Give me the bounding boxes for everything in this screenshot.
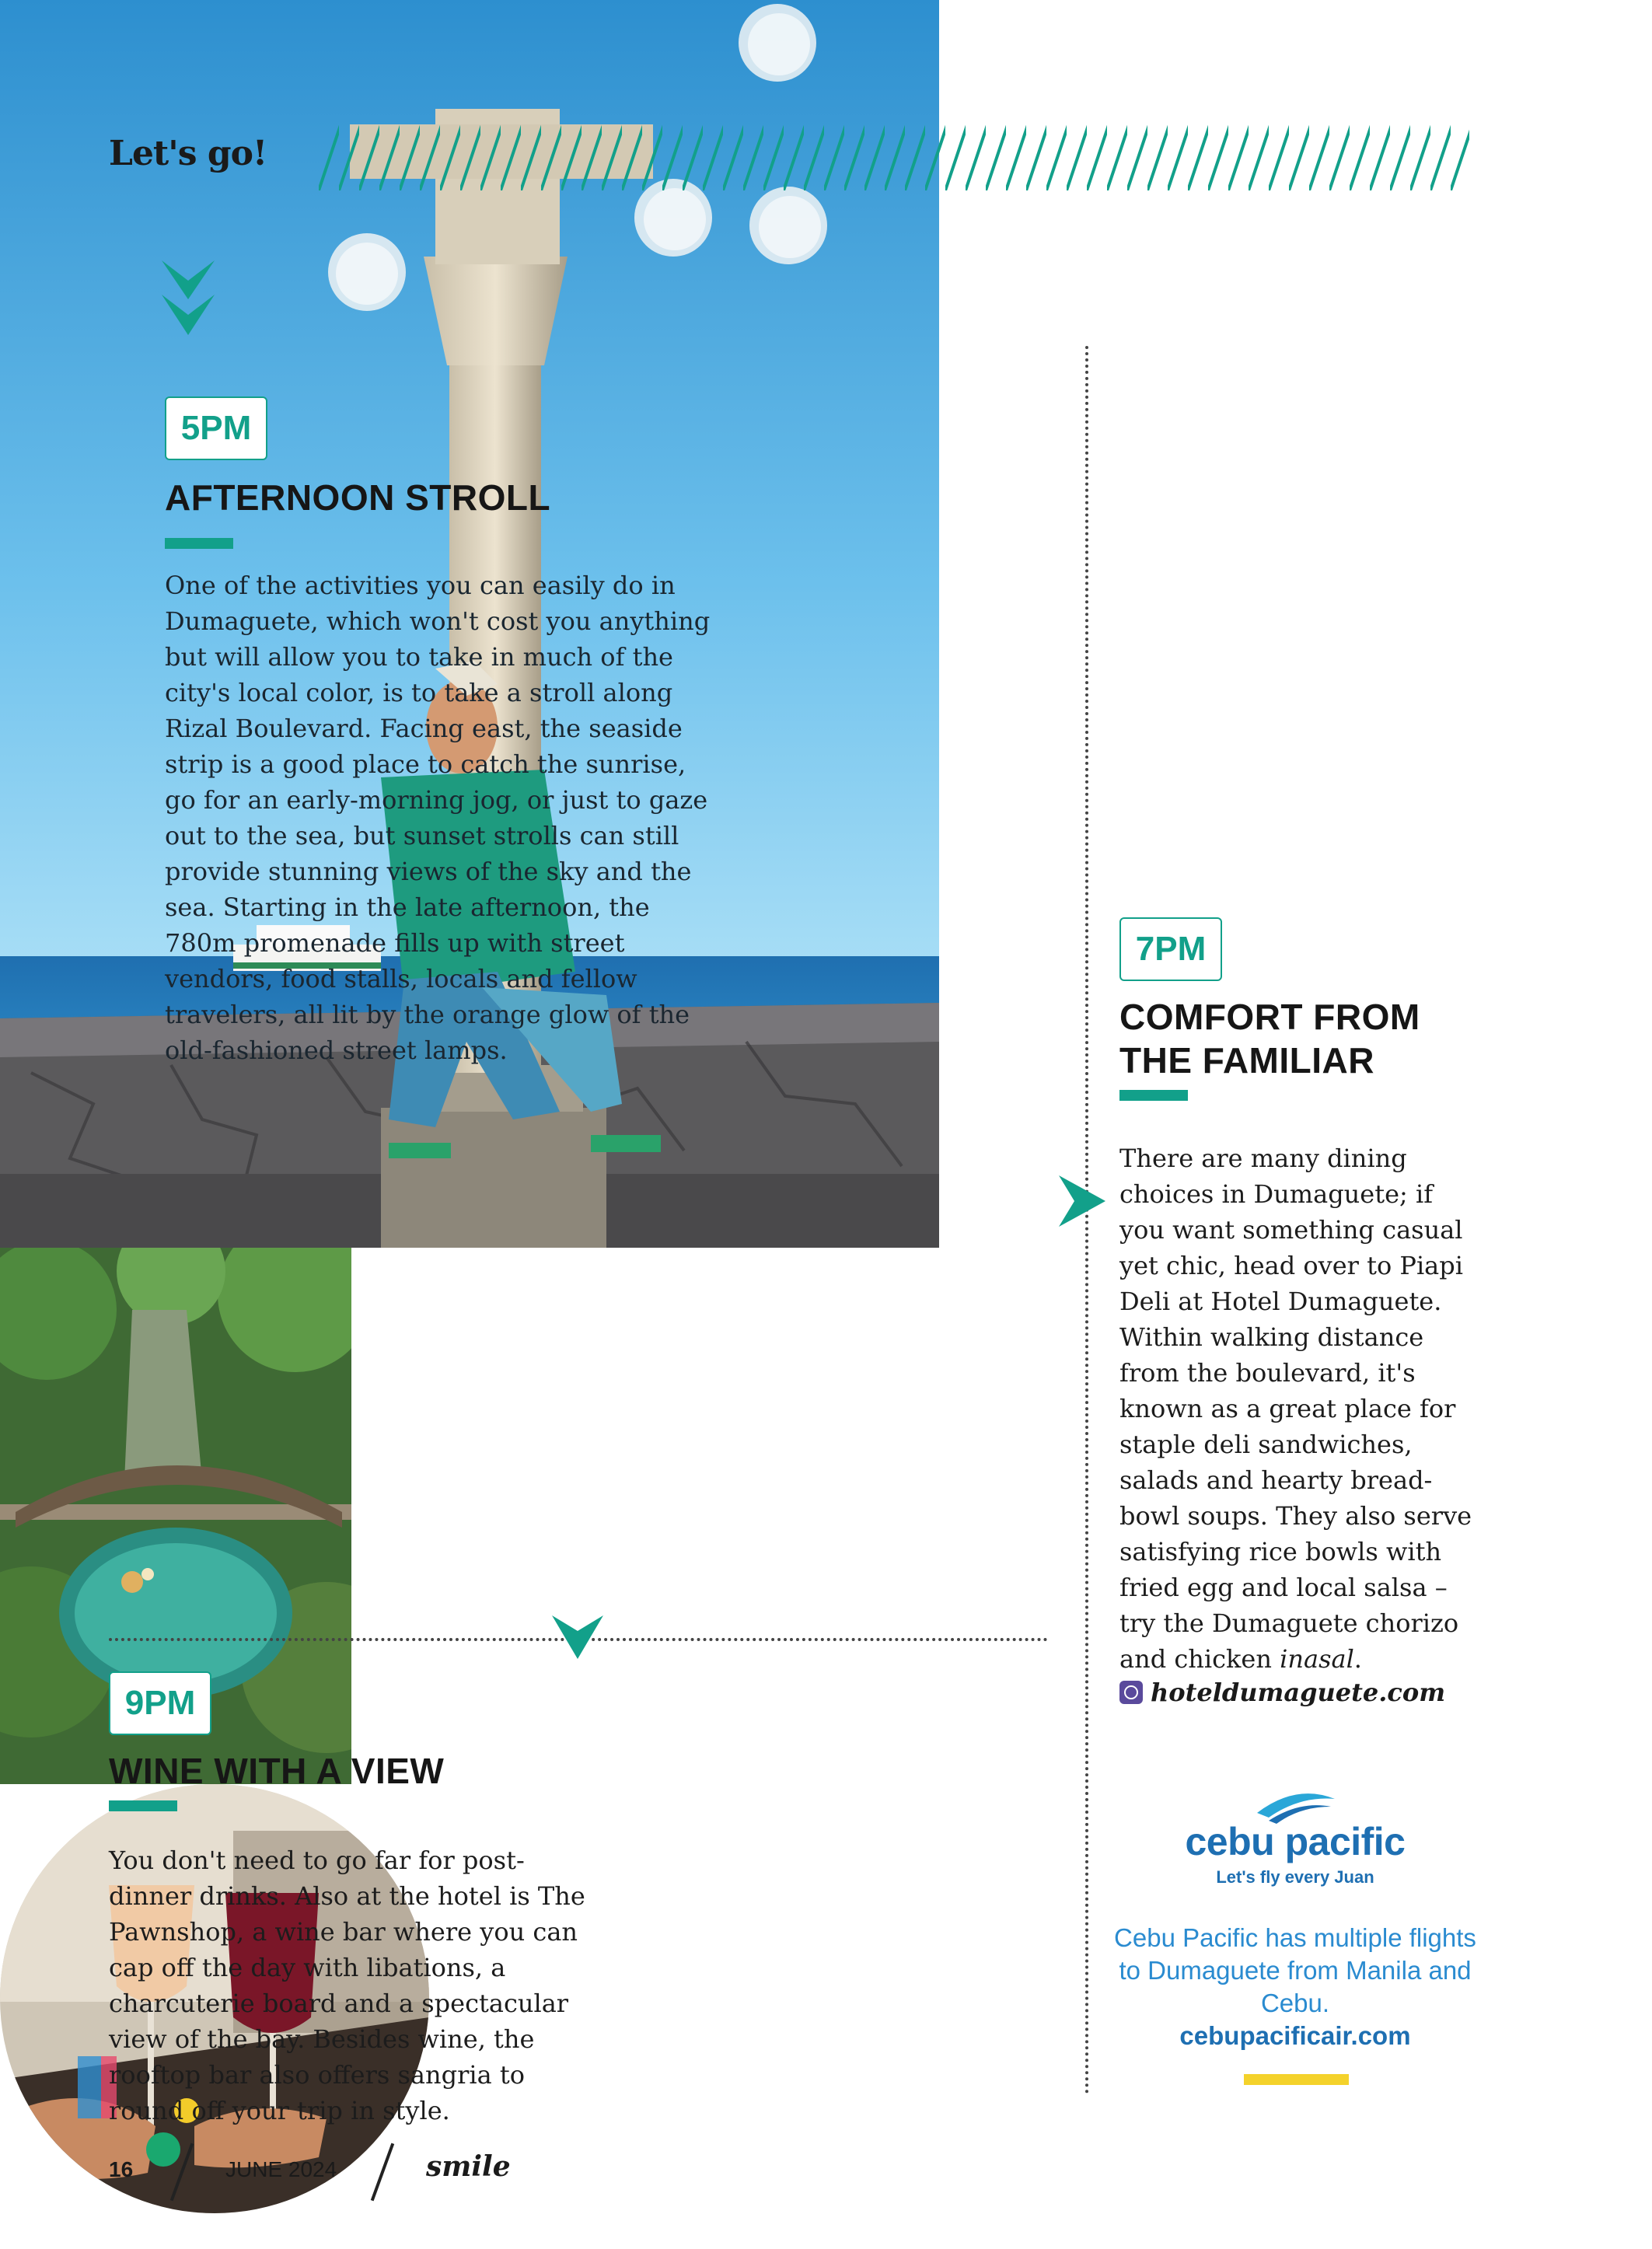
page-number: 16	[109, 2157, 134, 2181]
cebu-flights-text: Cebu Pacific has multiple flights to Dumaguete from Manila and Cebu.	[1114, 1923, 1476, 2017]
stroll-body: One of the activities you can easily do in Dumaguete, which won't cost you anything but will allow you to take in much of the city's local color, is to take a stroll along Rizal Boulevard. Facing east, the seaside strip is a good place to catch the sunrise, go for an early-morning jog, or just to gaze out to the sea, but sunset strolls can still provide stunning views of the sky and the sea. Starting in the late afternoon, the 780m promenade fills up with street vendors, food stalls, locals and fellow travelers, all lit by the orange glow of the old-fashioned street lamps.	[165, 571, 711, 1065]
title-rule	[165, 538, 233, 549]
comfort-title-line2: THE FAMILIAR	[1119, 1040, 1374, 1081]
chevron-right-icon	[1059, 1175, 1105, 1227]
chevron-down-icon	[552, 1615, 603, 1659]
cebu-brand-name: cebu pacific	[1185, 1820, 1406, 1863]
chevron-down-icon	[162, 260, 215, 338]
cebu-ad-text	[1104, 1922, 1486, 2052]
yellow-accent-bar	[1244, 2074, 1349, 2085]
wine-body: You don't need to go far for post-dinner drinks. Also at the hotel is The Pawnshop, a wine bar where you can cap off the day with libations, a charcuterie board and a spectacular view of the bay. Besides wine, the rooftop bar also offers sangria to round off your trip in style.	[109, 1846, 585, 2125]
title-rule	[109, 1800, 177, 1811]
footer-separator	[371, 2143, 394, 2202]
section-title: Let's go!	[109, 134, 267, 173]
title-rule	[1119, 1090, 1188, 1101]
comfort-body: There are many dining choices in Dumaguete; if you want something casual yet chic, head over to Piapi Deli at Hotel Dumaguete. Within walking distance from the boulevard, it's known as a great place for staple deli sandwiches, salads and hearty bread-bowl soups. They also serve satisfying rice bowls with fried egg and local salsa – try the Dumaguete chorizo and chicken inasal.	[1119, 1144, 1472, 1674]
magazine-name: smile	[426, 2150, 511, 2183]
website-link[interactable]: hoteldumaguete.com	[1119, 1678, 1445, 1707]
stroll-title: AFTERNOON STROLL	[165, 477, 551, 518]
globe-icon	[1119, 1681, 1143, 1704]
cebu-url-link[interactable]: cebupacificair.com	[1179, 2021, 1411, 2050]
cebu-tagline: Let's fly every Juan	[1216, 1867, 1374, 1887]
time-badge-5pm: 5PM	[165, 396, 267, 460]
comfort-title-line1: COMFORT FROM	[1119, 997, 1420, 1037]
time-badge-7pm: 7PM	[1119, 917, 1222, 981]
cebu-pacific-logo	[1119, 1819, 1471, 1888]
hatch-decoration	[319, 120, 1469, 190]
issue-date: JUNE 2024	[225, 2157, 337, 2181]
wine-title: WINE WITH A VIEW	[109, 1751, 445, 1791]
time-badge-9pm: 9PM	[109, 1671, 211, 1735]
